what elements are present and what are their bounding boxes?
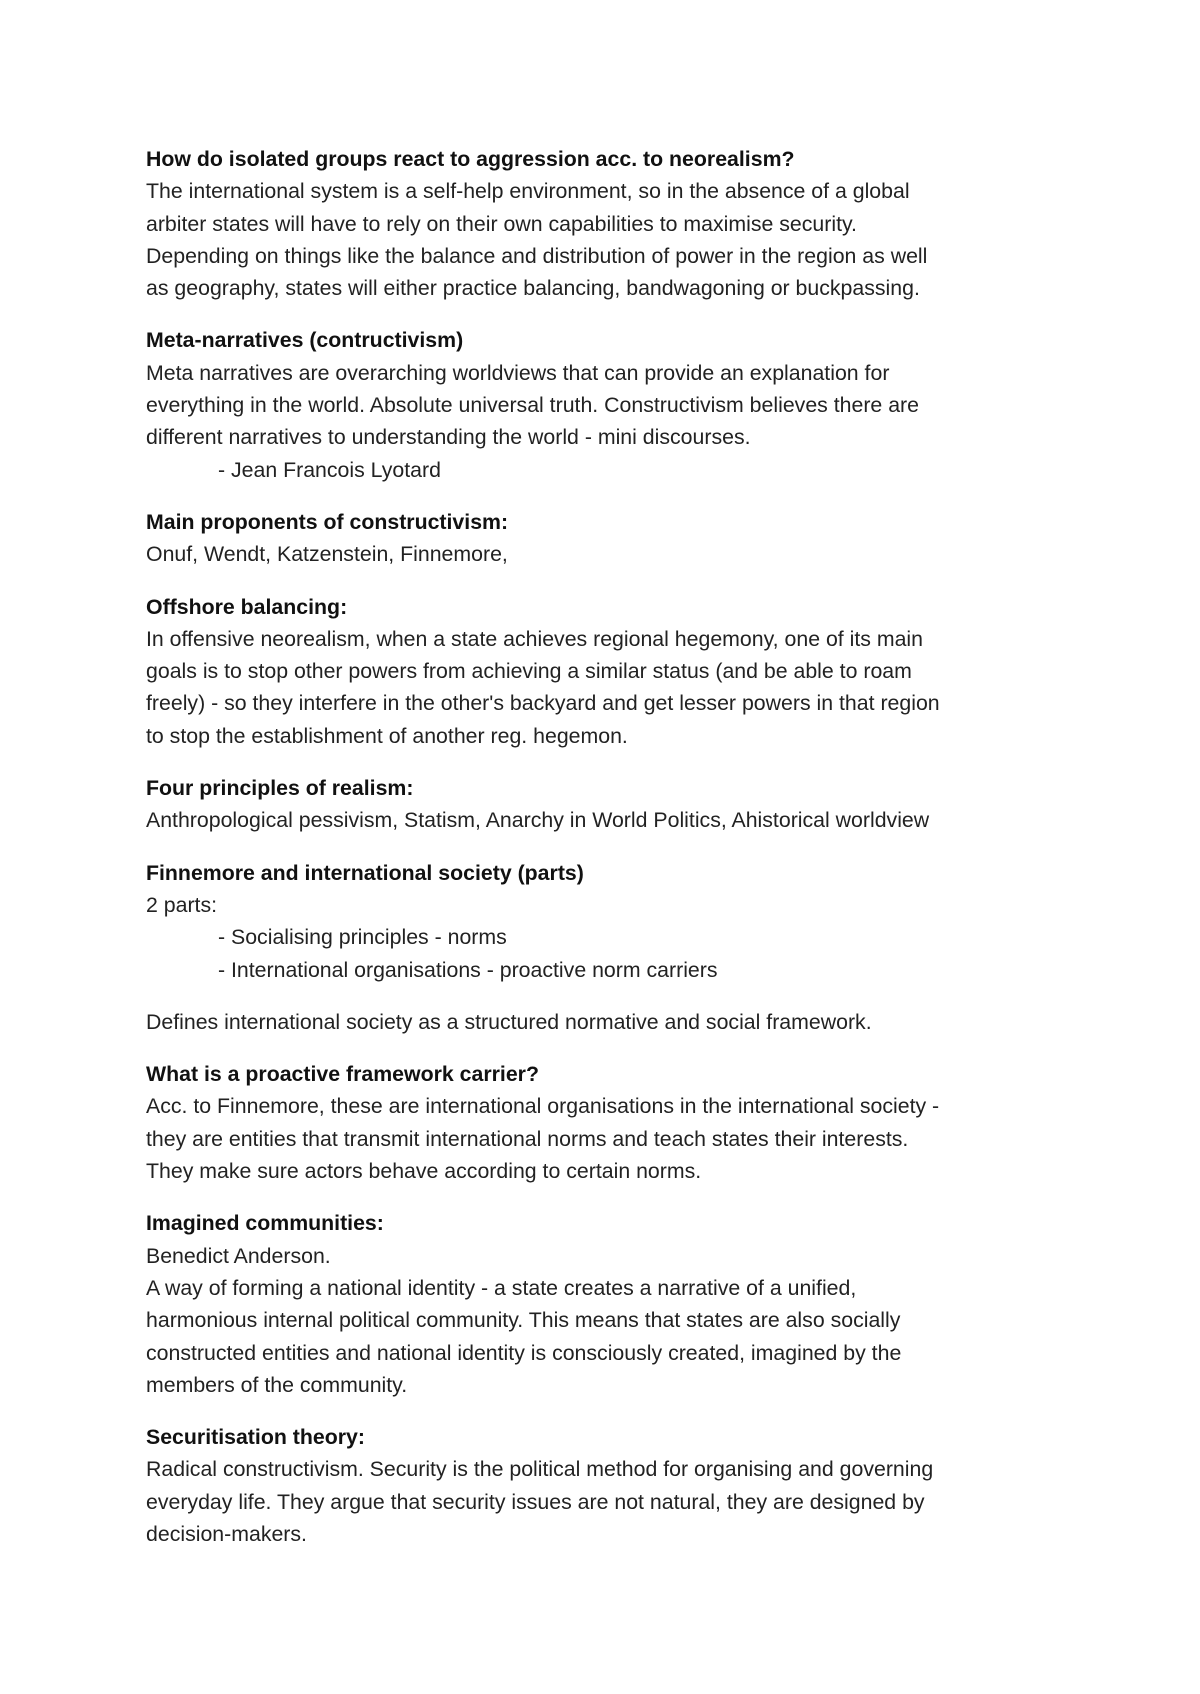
body-line: Benedict Anderson.	[146, 1243, 331, 1268]
body-line: different narratives to understanding the world - mini discourses.	[146, 425, 751, 450]
section-heading: Four principles of realism:	[146, 776, 414, 801]
body-line: as geography, states will either practice balancing, bandwagoning or buckpassing.	[146, 276, 920, 301]
section-heading: Main proponents of constructivism:	[146, 509, 509, 534]
section-heading: Offshore balancing:	[146, 594, 348, 619]
body-line: decision-makers.	[146, 1521, 307, 1546]
body-line: members of the community.	[146, 1372, 408, 1397]
section-heading: How do isolated groups react to aggression acc. to neorealism?	[146, 147, 795, 171]
note-section-finnemore-society	[146, 857, 1100, 1038]
body-line: everything in the world. Absolute universal truth. Constructivism believes there are	[146, 393, 919, 418]
note-section-proactive-carrier	[146, 1058, 1100, 1187]
section-heading: What is a proactive framework carrier?	[146, 1062, 539, 1087]
body-line: freely) - so they interfere in the other's backyard and get lesser powers in that region	[146, 691, 940, 716]
note-section-securitisation	[146, 1421, 1100, 1550]
note-section-meta-narratives	[146, 324, 1100, 485]
body-line: Onuf, Wendt, Katzenstein, Finnemore,	[146, 542, 508, 567]
body-line: They make sure actors behave according to certain norms.	[146, 1159, 702, 1184]
indented-line: - Socialising principles - norms	[218, 925, 507, 950]
body-line: to stop the establishment of another reg. hegemon.	[146, 723, 628, 748]
body-line: In offensive neorealism, when a state achieves regional hegemony, one of its main	[146, 626, 924, 651]
body-line: they are entities that transmit international norms and teach states their interests.	[146, 1126, 909, 1151]
body-line: harmonious internal political community. This means that states are also socially	[146, 1308, 901, 1333]
body-line: A way of forming a national identity - a state creates a narrative of a unified,	[146, 1275, 857, 1300]
section-heading: Securitisation theory:	[146, 1425, 365, 1450]
body-line: Depending on things like the balance and distribution of power in the region as well	[146, 243, 928, 268]
indented-line: - International organisations - proactive norm carriers	[218, 957, 718, 982]
body-line: goals is to stop other powers from achieving a similar status (and be able to roam	[146, 659, 912, 684]
note-section-constructivism-proponents	[146, 506, 1100, 571]
body-line: everyday life. They argue that security issues are not natural, they are designed by	[146, 1489, 925, 1514]
body-line: Radical constructivism. Security is the political method for organising and governing	[146, 1457, 934, 1482]
body-line: constructed entities and national identity is consciously created, imagined by the	[146, 1340, 902, 1365]
note-section-offshore-balancing	[146, 591, 1100, 752]
body-line: Defines international society as a structured normative and social framework.	[146, 1009, 872, 1034]
note-section-imagined-communities	[146, 1207, 1100, 1401]
body-line: arbiter states will have to rely on their own capabilities to maximise security.	[146, 211, 857, 236]
body-line: Meta narratives are overarching worldviews that can provide an explanation for	[146, 360, 890, 385]
section-heading: Meta-narratives (contructivism)	[146, 328, 464, 353]
body-line: 2 parts:	[146, 892, 218, 917]
section-heading: Imagined communities:	[146, 1211, 384, 1236]
section-heading: Finnemore and international society (parts)	[146, 860, 584, 885]
body-line: Anthropological pessivism, Statism, Anarchy in World Politics, Ahistorical worldview	[146, 808, 930, 833]
indented-line: - Jean Francois Lyotard	[218, 457, 441, 482]
body-line: The international system is a self-help environment, so in the absence of a global	[146, 179, 910, 204]
note-section-neorealism-aggression	[146, 143, 1100, 304]
body-line: Acc. to Finnemore, these are international organisations in the international society -	[146, 1094, 940, 1119]
note-section-realism-principles	[146, 772, 1100, 837]
